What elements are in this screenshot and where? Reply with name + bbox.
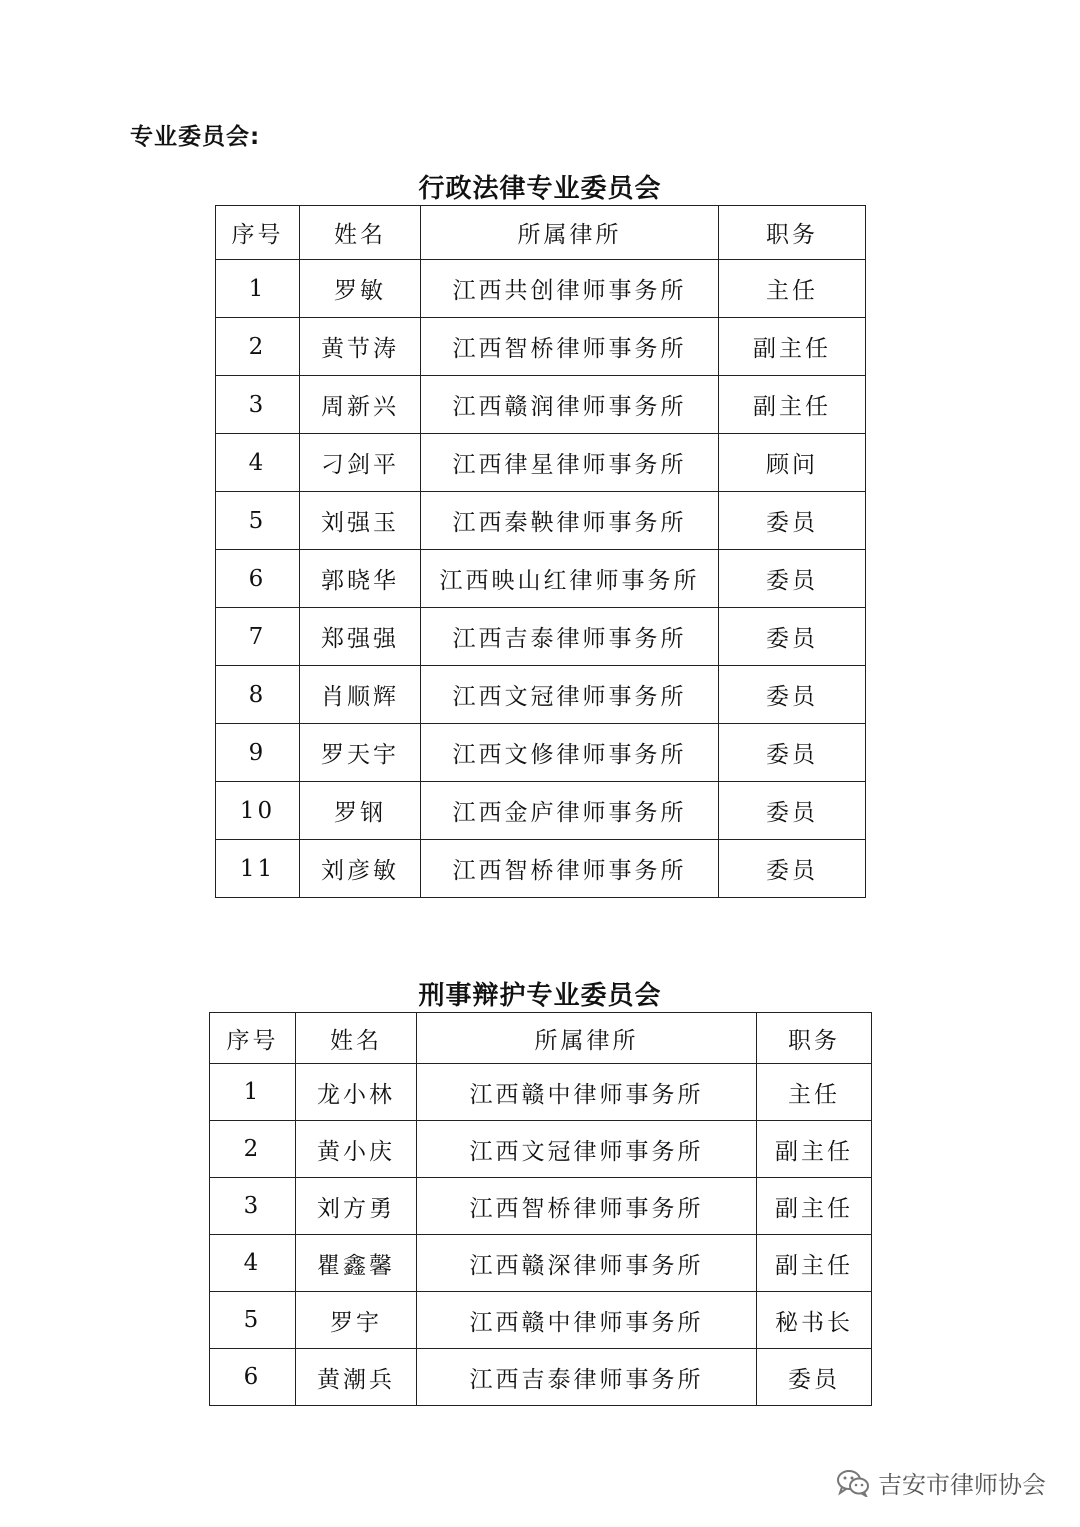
cell-firm: 江西赣润律师事务所: [421, 376, 719, 434]
cell-index: 3: [216, 376, 300, 434]
cell-firm: 江西智桥律师事务所: [421, 840, 719, 898]
section-label: 专业委员会:: [130, 124, 261, 150]
cell-index: 8: [216, 666, 300, 724]
cell-position: 委员: [757, 1349, 872, 1406]
cell-position: 委员: [719, 492, 866, 550]
table-row: [216, 724, 866, 782]
table-row: [210, 1235, 872, 1292]
header-name: 姓名: [300, 206, 421, 260]
table-row: [216, 840, 866, 898]
criminal-defense-committee-rows: [210, 1064, 872, 1406]
table-row: [216, 318, 866, 376]
cell-name: 罗钢: [300, 782, 421, 840]
header-name: 姓名: [296, 1013, 417, 1064]
cell-name: 黄小庆: [296, 1121, 417, 1178]
cell-firm: 江西文冠律师事务所: [417, 1121, 757, 1178]
cell-index: 9: [216, 724, 300, 782]
cell-index: 6: [216, 550, 300, 608]
table-row: [216, 782, 866, 840]
cell-firm: 江西赣深律师事务所: [417, 1235, 757, 1292]
cell-position: 副主任: [719, 376, 866, 434]
header-position: 职务: [757, 1013, 872, 1064]
cell-name: 黄节涛: [300, 318, 421, 376]
cell-firm: 江西金庐律师事务所: [421, 782, 719, 840]
cell-firm: 江西共创律师事务所: [421, 260, 719, 318]
header-firm: 所属律所: [421, 206, 719, 260]
table-row: [216, 550, 866, 608]
cell-index: 2: [210, 1121, 296, 1178]
header-index: 序号: [210, 1013, 296, 1064]
cell-firm: 江西映山红律师事务所: [421, 550, 719, 608]
cell-name: 刘方勇: [296, 1178, 417, 1235]
cell-position: 副主任: [757, 1178, 872, 1235]
cell-index: 4: [210, 1235, 296, 1292]
cell-position: 主任: [757, 1064, 872, 1121]
cell-position: 主任: [719, 260, 866, 318]
cell-name: 瞿鑫馨: [296, 1235, 417, 1292]
cell-name: 罗宇: [296, 1292, 417, 1349]
cell-index: 3: [210, 1178, 296, 1235]
watermark-text: 吉安市律师协会: [878, 1471, 1046, 1499]
cell-position: 委员: [719, 666, 866, 724]
cell-position: 副主任: [719, 318, 866, 376]
cell-name: 龙小林: [296, 1064, 417, 1121]
cell-position: 委员: [719, 608, 866, 666]
header-position: 职务: [719, 206, 866, 260]
table-row: [210, 1121, 872, 1178]
table-header-row: [210, 1013, 872, 1064]
cell-firm: 江西文修律师事务所: [421, 724, 719, 782]
header-index: 序号: [216, 206, 300, 260]
cell-firm: 江西秦鞅律师事务所: [421, 492, 719, 550]
cell-index: 5: [210, 1292, 296, 1349]
cell-firm: 江西赣中律师事务所: [417, 1292, 757, 1349]
admin-law-committee-table: [215, 205, 866, 898]
cell-name: 黄潮兵: [296, 1349, 417, 1406]
cell-position: 委员: [719, 724, 866, 782]
cell-index: 11: [216, 840, 300, 898]
cell-index: 10: [216, 782, 300, 840]
cell-index: 2: [216, 318, 300, 376]
header-firm: 所属律所: [417, 1013, 757, 1064]
cell-name: 郭晓华: [300, 550, 421, 608]
cell-position: 委员: [719, 782, 866, 840]
cell-index: 7: [216, 608, 300, 666]
cell-firm: 江西律星律师事务所: [421, 434, 719, 492]
cell-position: 委员: [719, 840, 866, 898]
cell-name: 罗天宇: [300, 724, 421, 782]
cell-position: 秘书长: [757, 1292, 872, 1349]
table-row: [216, 434, 866, 492]
cell-position: 委员: [719, 550, 866, 608]
table-row: [210, 1064, 872, 1121]
table-row: [216, 666, 866, 724]
admin-law-committee-rows: [216, 260, 866, 898]
cell-name: 刘彦敏: [300, 840, 421, 898]
table-row: [216, 376, 866, 434]
table-row: [210, 1349, 872, 1406]
cell-firm: 江西吉泰律师事务所: [417, 1349, 757, 1406]
cell-position: 副主任: [757, 1235, 872, 1292]
table-header-row: [216, 206, 866, 260]
cell-name: 刁剑平: [300, 434, 421, 492]
table-row: [210, 1178, 872, 1235]
cell-name: 郑强强: [300, 608, 421, 666]
cell-firm: 江西智桥律师事务所: [417, 1178, 757, 1235]
cell-firm: 江西赣中律师事务所: [417, 1064, 757, 1121]
cell-firm: 江西智桥律师事务所: [421, 318, 719, 376]
table-row: [216, 260, 866, 318]
cell-firm: 江西文冠律师事务所: [421, 666, 719, 724]
cell-name: 罗敏: [300, 260, 421, 318]
committee-title-admin-law: 行政法律专业委员会: [418, 174, 662, 204]
table-row: [216, 608, 866, 666]
cell-index: 1: [216, 260, 300, 318]
cell-index: 1: [210, 1064, 296, 1121]
cell-name: 肖顺辉: [300, 666, 421, 724]
cell-index: 5: [216, 492, 300, 550]
criminal-defense-committee-table: [209, 1012, 872, 1406]
table-row: [210, 1292, 872, 1349]
cell-index: 4: [216, 434, 300, 492]
cell-name: 刘强玉: [300, 492, 421, 550]
cell-position: 顾问: [719, 434, 866, 492]
watermark: [836, 1465, 1046, 1500]
wechat-icon: [836, 1469, 870, 1497]
cell-index: 6: [210, 1349, 296, 1406]
cell-name: 周新兴: [300, 376, 421, 434]
cell-position: 副主任: [757, 1121, 872, 1178]
table-row: [216, 492, 866, 550]
committee-title-criminal-defense: 刑事辩护专业委员会: [418, 981, 662, 1011]
cell-firm: 江西吉泰律师事务所: [421, 608, 719, 666]
